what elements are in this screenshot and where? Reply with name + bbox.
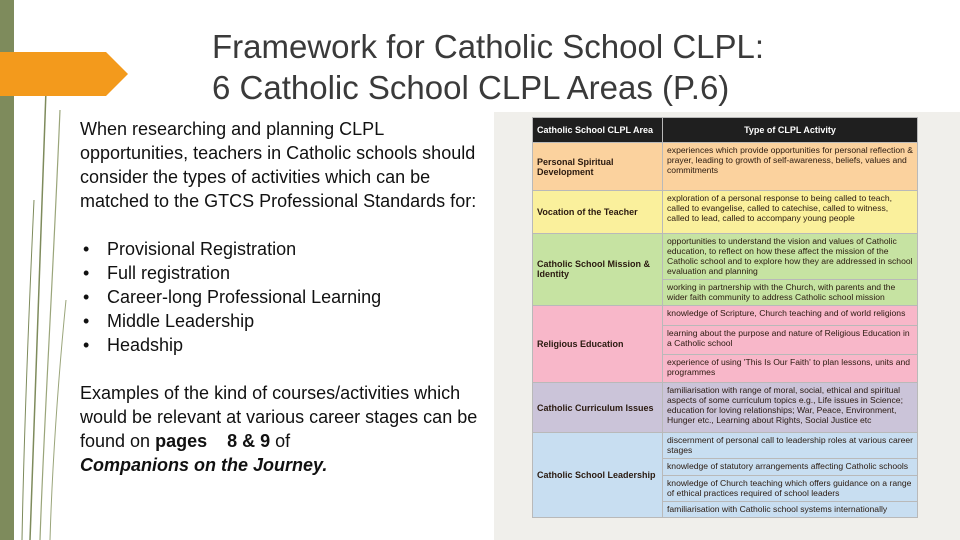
examples-text: Examples of the kind of courses/activities which would be relevant at various career stages can be found on xyxy=(80,383,478,451)
activity-cell: opportunities to understand the vision and values of Catholic education, to reflect on how these affect the mission of the Catholic school and to explore how they are addressed in school evaluation and planning xyxy=(663,233,918,279)
area-cell: Catholic School Leadership xyxy=(533,433,663,518)
table-row xyxy=(533,433,918,459)
list-item-label: Middle Leadership xyxy=(107,311,255,331)
orange-arrow-shape xyxy=(0,52,128,96)
list-item xyxy=(80,237,490,261)
activity-cell: exploration of a personal response to being called to teach, called to evangelise, called to catechise, called to witness, called to lead, called to accompany young people xyxy=(663,191,918,233)
activity-cell: learning about the purpose and nature of Religious Education in a Catholic school xyxy=(663,326,918,354)
activity-cell: experiences which provide opportunities for personal reflection & prayer, leading to growth of self-awareness, beliefs, values and commitments xyxy=(663,143,918,191)
header-area: Catholic School CLPL Area xyxy=(533,118,663,143)
intro-paragraph: When researching and planning CLPL opportunities, teachers in Catholic schools should consider the types of activities which can be matched to the GTCS Professional Standards for: xyxy=(80,119,477,211)
bullet-icon: • xyxy=(83,311,90,331)
table-header-row xyxy=(533,118,918,143)
list-item xyxy=(80,261,490,285)
list-item-label: Headship xyxy=(107,335,184,355)
table-row xyxy=(533,382,918,432)
list-item xyxy=(80,309,490,333)
list-item xyxy=(80,285,490,309)
of-text: of xyxy=(270,431,291,451)
book-title: Companions on the Journey. xyxy=(80,455,328,475)
bullet-icon: • xyxy=(83,335,90,355)
body-text xyxy=(80,117,490,477)
bullet-icon: • xyxy=(83,287,90,307)
area-cell: Catholic School Mission & Identity xyxy=(533,233,663,306)
activity-cell: familiarisation with Catholic school systems internationally xyxy=(663,501,918,517)
examples-paragraph xyxy=(80,381,490,477)
title-line-2: 6 Catholic School CLPL Areas (P.6) xyxy=(212,69,730,106)
area-cell: Personal Spiritual Development xyxy=(533,143,663,191)
title-line-1: Framework for Catholic School CLPL: xyxy=(212,28,765,65)
header-activity: Type of CLPL Activity xyxy=(663,118,918,143)
activity-cell: working in partnership with the Church, with parents and the wider faith community to address Catholic school mission xyxy=(663,280,918,306)
area-cell: Religious Education xyxy=(533,306,663,383)
table-row xyxy=(533,233,918,279)
activity-cell: knowledge of Scripture, Church teaching and of world religions xyxy=(663,306,918,326)
activity-cell: familiarisation with range of moral, social, ethical and spiritual aspects of some curriculum topics e.g., Life issues in Science; education for loving relationships; War, Peace, Environment, Hunger etc., Learning about Rights, Social Justice etc xyxy=(663,382,918,432)
page-title xyxy=(212,26,932,108)
clpl-areas-table xyxy=(532,117,918,518)
pages-numbers: 8 & 9 xyxy=(227,431,271,451)
bullet-icon: • xyxy=(83,239,90,259)
activity-cell: discernment of personal call to leadership roles at various career stages xyxy=(663,433,918,459)
activity-cell: knowledge of Church teaching which offers guidance on a range of ethical practices required of school leaders xyxy=(663,475,918,501)
table-row xyxy=(533,191,918,233)
list-item-label: Full registration xyxy=(107,263,231,283)
list-item xyxy=(80,333,490,357)
activity-cell: knowledge of statutory arrangements affecting Catholic schools xyxy=(663,459,918,475)
table-row xyxy=(533,306,918,326)
list-item-label: Career-long Professional Learning xyxy=(107,287,382,307)
table-row xyxy=(533,143,918,191)
activity-cell: experience of using 'This Is Our Faith' to plan lessons, units and programmes xyxy=(663,354,918,382)
list-item-label: Provisional Registration xyxy=(107,239,297,259)
standards-list xyxy=(80,237,490,357)
pages-label: pages xyxy=(155,431,208,451)
area-cell: Catholic Curriculum Issues xyxy=(533,382,663,432)
area-cell: Vocation of the Teacher xyxy=(533,191,663,233)
bullet-icon: • xyxy=(83,263,90,283)
